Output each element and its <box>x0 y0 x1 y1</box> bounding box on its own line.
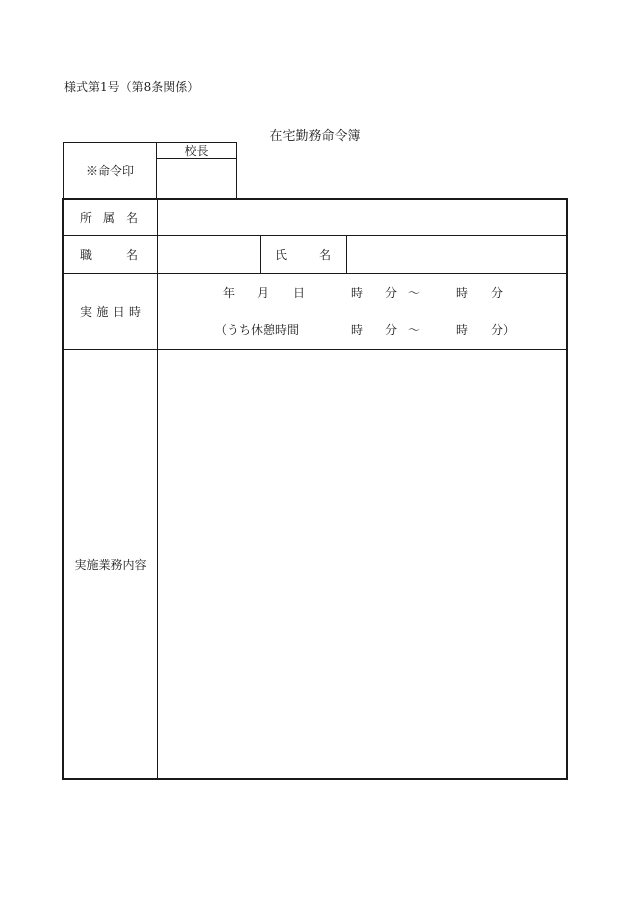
content-field[interactable] <box>159 351 565 777</box>
form-number: 様式第1号（第8条関係） <box>64 80 200 94</box>
position-field[interactable] <box>159 237 259 273</box>
affiliation-field[interactable] <box>159 200 565 235</box>
page-title: 在宅勤務命令簿 <box>269 129 361 144</box>
principal-stamp-area[interactable] <box>157 159 236 198</box>
position-label: 職 名 <box>80 247 138 262</box>
content-label: 実施業務内容 <box>74 557 147 572</box>
name-field[interactable] <box>348 237 565 273</box>
datetime-label: 実 施 日 時 <box>80 304 141 319</box>
name-label: 氏 名 <box>275 247 331 262</box>
stamp-label: ※命令印 <box>85 164 134 178</box>
affiliation-label: 所 属 名 <box>80 210 138 225</box>
principal-label: 校長 <box>184 144 209 158</box>
